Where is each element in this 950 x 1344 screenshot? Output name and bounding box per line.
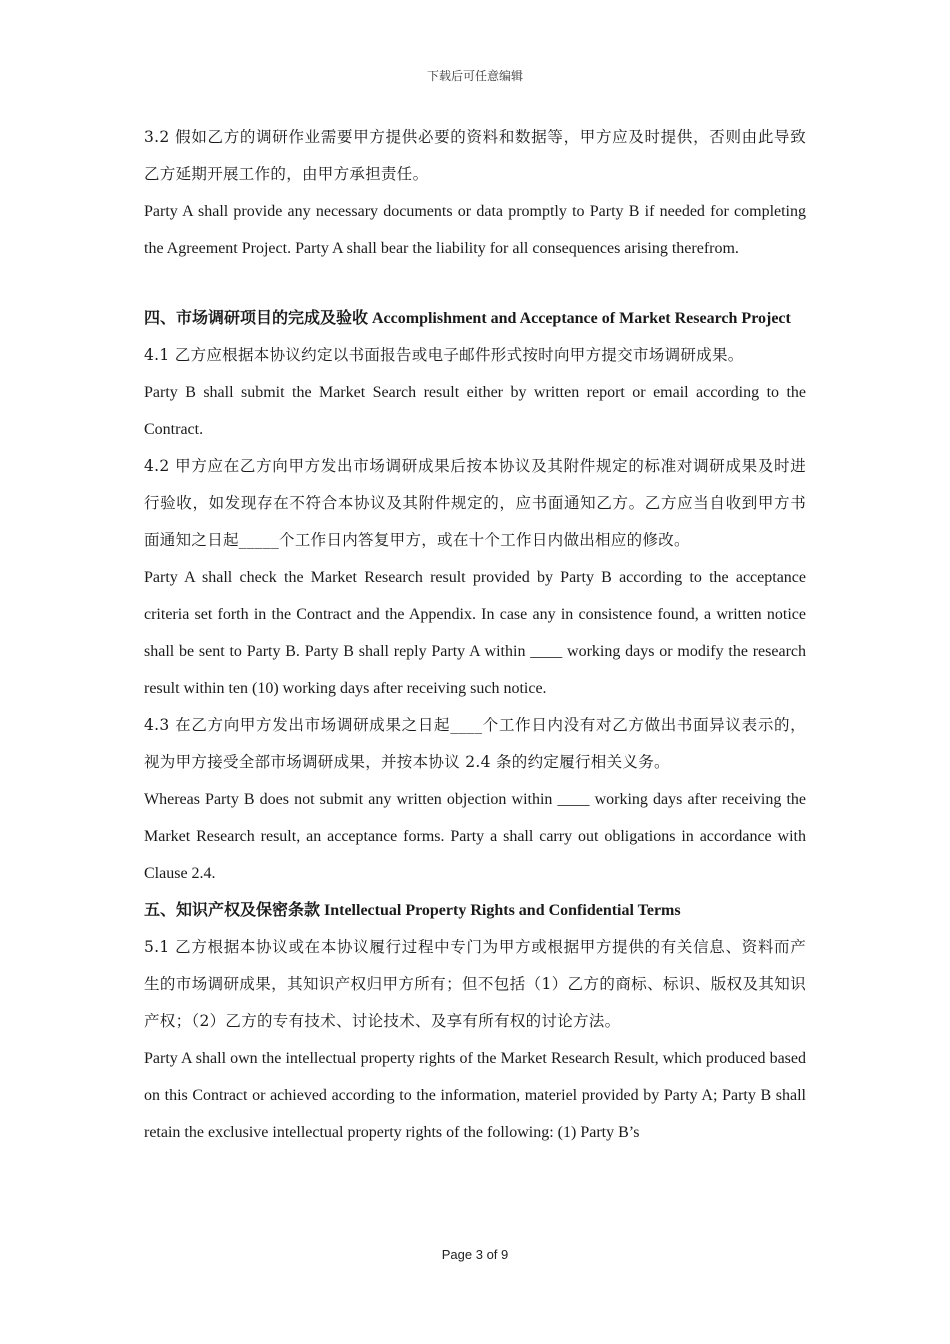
section-4-heading: 四、市场调研项目的完成及验收 Accomplishment and Acceptance of Market Research Project (144, 310, 791, 327)
clause-4-3-chinese: 4.3 在乙方向甲方发出市场调研成果之日起____个工作日内没有对乙方做出书面异议表示的，视为甲方接受全部市场调研成果，并按本协议 2.4 条的约定履行相关义务。 (144, 716, 806, 771)
clause-5-1-english: Party A shall own the intellectual property rights of the Market Research Result, which produced based on this Contract or achieved according to the information, materiel provided by Party A; Party B shall retain the exclusive intellectual property rights of the following: (1) Party B’s (144, 1050, 806, 1141)
clause-4-1-english: Party B shall submit the Market Search result either by written report or email according to the Contract. (144, 384, 806, 438)
clause-3-2-chinese: 3.2 假如乙方的调研作业需要甲方提供必要的资料和数据等，甲方应及时提供，否则由此导致乙方延期开展工作的，由甲方承担责任。 (144, 128, 806, 183)
page-number: Page 3 of 9 (441, 1247, 509, 1262)
section-spacer (144, 267, 806, 300)
clause-4-2-english: Party A shall check the Market Research result provided by Party B according to the acceptance criteria set forth in the Contract and the Appendix. In case any in consistence found, a written notice shall be sent to Party B. Party B shall reply Party A within ____ working days or modify the research result within ten (10) working days after receiving such notice. (144, 569, 806, 697)
clause-3-2-english: Party A shall provide any necessary documents or data promptly to Party B if needed for completing the Agreement Project. Party A shall bear the liability for all consequences arising therefrom. (144, 203, 806, 257)
clause-4-1-chinese: 4.1 乙方应根据本协议约定以书面报告或电子邮件形式按时向甲方提交市场调研成果。 (144, 346, 744, 364)
clause-5-1-chinese: 5.1 乙方根据本协议或在本协议履行过程中专门为甲方或根据甲方提供的有关信息、资料而产生的市场调研成果，其知识产权归甲方所有；但不包括（1）乙方的商标、标识、版权及其知识产权；（2）乙方的专有技术、讨论技术、及享有所有权的讨论方法。 (144, 938, 806, 1030)
clause-4-3-english: Whereas Party B does not submit any written objection within ____ working days after receiving the Market Research result, an acceptance forms. Party a shall carry out obligations in accordance with Clause 2.4. (144, 791, 806, 882)
document-body (144, 119, 806, 1151)
section-5-heading: 五、知识产权及保密条款 Intellectual Property Rights and Confidential Terms (144, 902, 681, 919)
clause-4-2-chinese: 4.2 甲方应在乙方向甲方发出市场调研成果后按本协议及其附件规定的标准对调研成果及时进行验收，如发现存在不符合本协议及其附件规定的，应书面通知乙方。乙方应当自收到甲方书面通知之日起_____个工作日内答复甲方，或在十个工作日内做出相应的修改。 (144, 457, 806, 549)
page-header: 下载后可任意编辑 (426, 69, 523, 83)
